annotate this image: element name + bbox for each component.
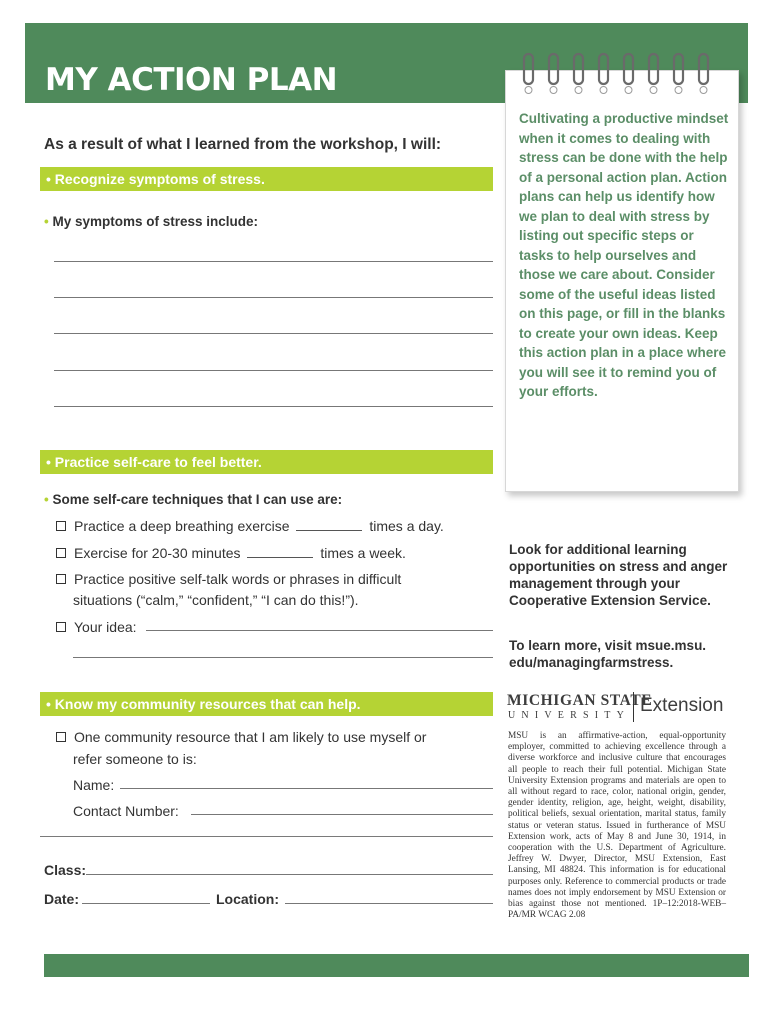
selfcare-prompt-label: Some self-care techniques that I can use are: (52, 492, 343, 507)
section-divider (40, 836, 493, 837)
exercise-text: Exercise for 20-30 minutes (74, 545, 241, 561)
breathing-suffix: times a day. (369, 518, 444, 534)
msu-logo-university: UNIVERSITY (508, 710, 630, 721)
disclaimer-text: MSU is an affirmative-action, equal-opportunity employer, committed to achieving excellence through a diverse workforce and inclusive culture that encourages all people to reach their full potential. Michigan State University Extension programs and materials are open to all without regard to race, color, national origin, gender, gender identity, religion, age, height, weight, disability, political beliefs, sexual orientation, marital status, family status or veteran status. Issued in furtherance of MSU Extension work, acts of May 8 and June 30, 1914, in cooperation with the U.S. Department of Agriculture. Jeffrey W. Dwyer, Director, MSU Extension, East Lansing, MI 48824. This information is for educational purposes only. Reference to commercial products or trade names does not imply endorsement by MSU Extension or bias against those not mentioned. 1P–12:2018-WEB–PA/MR WCAG 2.08 (508, 731, 726, 921)
stress-answer-line-2[interactable] (54, 297, 493, 298)
learn-more-text[interactable]: To learn more, visit msue.msu. edu/managingfarmstress. (509, 638, 707, 670)
intro-text: As a result of what I learned from the workshop, I will: (44, 136, 442, 153)
exercise-item (56, 545, 406, 561)
stress-answer-line-5[interactable] (54, 406, 493, 407)
section-heading-community: • Know my community resources that can help. (40, 692, 493, 716)
footer-bar (44, 954, 749, 977)
stress-answer-line-3[interactable] (54, 333, 493, 334)
stress-prompt (44, 214, 258, 229)
stress-answer-line-1[interactable] (54, 261, 493, 262)
class-label: Class: (44, 862, 87, 878)
selfcare-prompt-bullet: • (44, 492, 49, 507)
spiral-binding-icon (520, 50, 720, 96)
date-field-line[interactable] (82, 903, 210, 904)
learning-opportunities-text: Look for additional learning opportunities on stress and anger management through your Cooperative Extension Service. (509, 542, 728, 608)
contact-number-label: Contact Number: (73, 803, 179, 819)
selftalk-text-line1: Practice positive self-talk words or phrases in difficult (74, 571, 402, 587)
page-title: MY ACTION PLAN (45, 62, 338, 98)
date-label: Date: (44, 891, 80, 907)
stress-prompt-label: My symptoms of stress include: (52, 214, 259, 229)
selfcare-prompt (44, 492, 342, 507)
breathing-count-blank[interactable] (296, 518, 362, 531)
community-text-line1: One community resource that I am likely to use myself or (74, 729, 427, 745)
exercise-count-blank[interactable] (247, 545, 313, 558)
exercise-suffix: times a week. (320, 545, 406, 561)
contact-number-field-line[interactable] (191, 814, 493, 815)
idea-label: Your idea: (74, 619, 137, 635)
name-label: Name: (73, 777, 115, 793)
selftalk-checkbox[interactable] (56, 574, 66, 584)
class-field-line[interactable] (86, 874, 493, 875)
location-label: Location: (216, 891, 279, 907)
section-heading-stress: • Recognize symptoms of stress. (40, 167, 493, 191)
location-field-line[interactable] (285, 903, 493, 904)
selftalk-text-line2: situations (“calm,” “confident,” “I can do this!”). (73, 592, 359, 608)
idea-checkbox[interactable] (56, 622, 66, 632)
logo-divider (633, 692, 634, 722)
community-checkbox[interactable] (56, 732, 66, 742)
stress-answer-line-4[interactable] (54, 370, 493, 371)
extension-logo-text: Extension (640, 695, 724, 716)
name-field-line[interactable] (120, 788, 493, 789)
idea-answer-line-2[interactable] (73, 657, 493, 658)
breathing-item (56, 518, 444, 534)
idea-item (56, 619, 137, 635)
notepad-text: Cultivating a productive mindset when it comes to dealing with stress can be done with the help of a personal action plan. Action plans can help us identify how we plan to deal with stress by listing out specific steps or tasks to help ourselves and those we care about. Consider some of the useful ideas listed on this page, or fill in the blanks to create your own ideas. Keep this action plan in a place where you will see it to remind you of your efforts. (519, 111, 729, 399)
selftalk-item (56, 571, 401, 587)
breathing-text: Practice a deep breathing exercise (74, 518, 290, 534)
community-text-line2: refer someone to is: (73, 751, 197, 767)
msu-logo-wordmark: MICHIGAN STATE (507, 692, 653, 709)
exercise-checkbox[interactable] (56, 548, 66, 558)
section-heading-selfcare: • Practice self-care to feel better. (40, 450, 493, 474)
community-item (56, 729, 426, 745)
stress-prompt-bullet: • (44, 214, 49, 229)
idea-answer-line-1[interactable] (146, 630, 493, 631)
breathing-checkbox[interactable] (56, 521, 66, 531)
